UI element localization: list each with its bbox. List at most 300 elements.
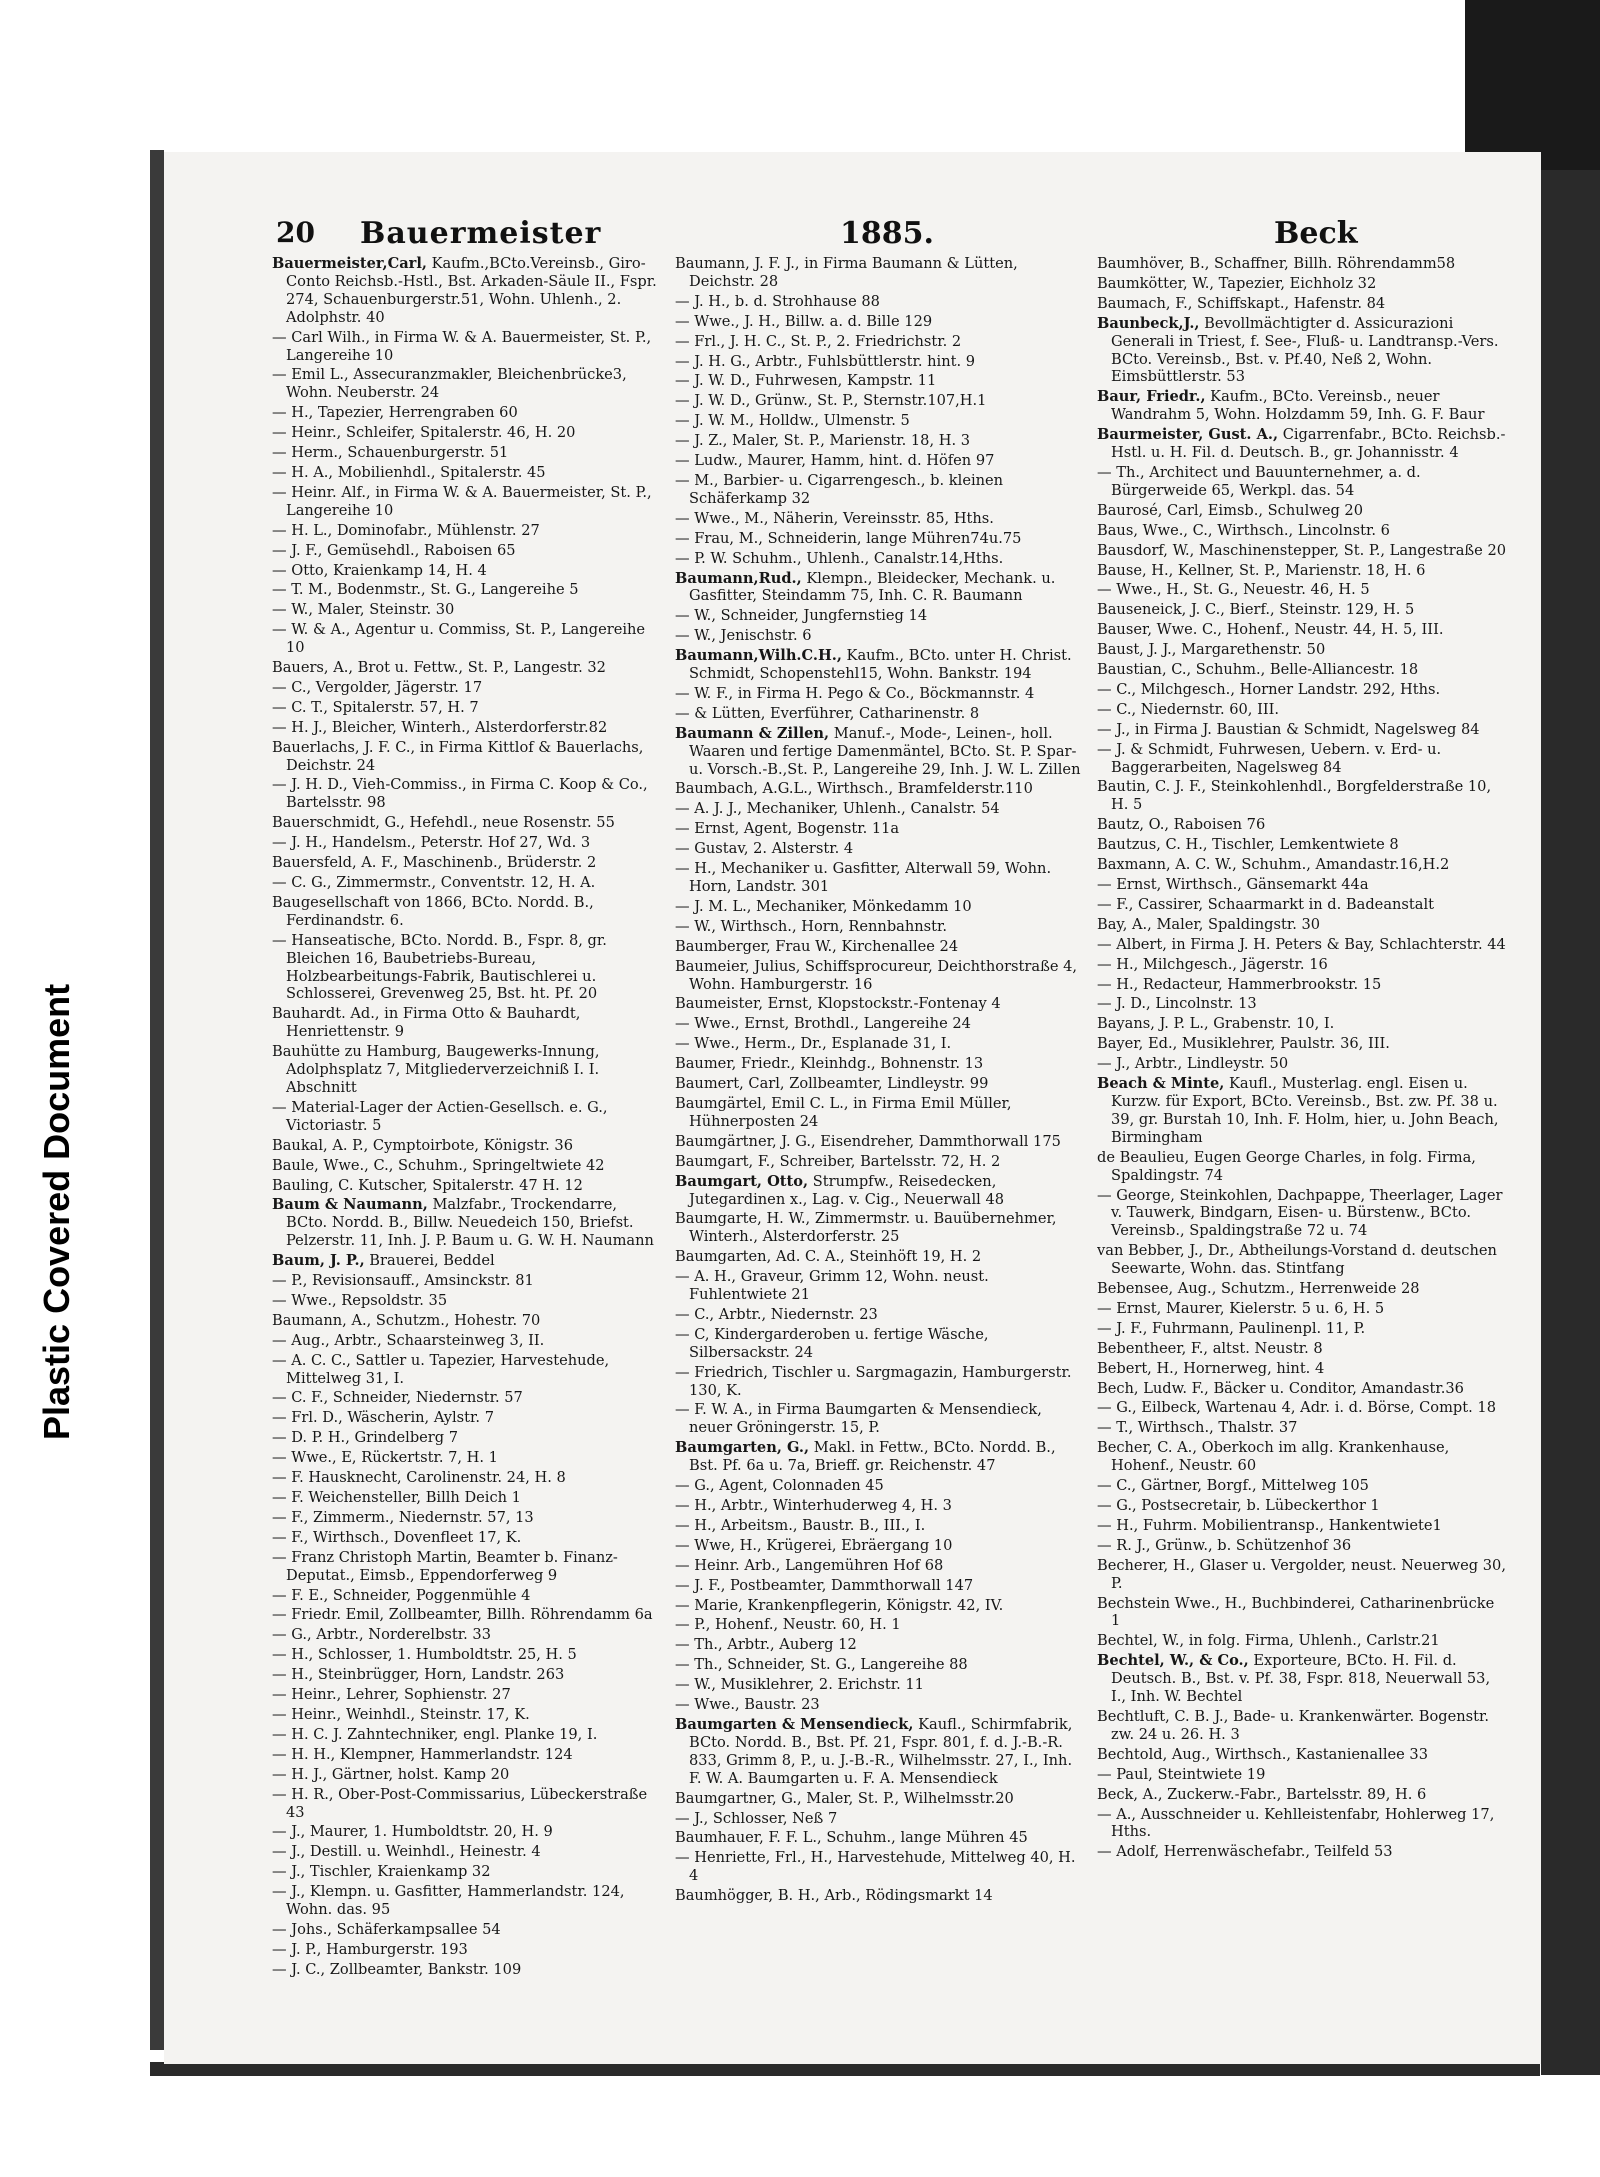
entry-text: Becherer, H., Glaser u. Vergolder, neust. Neuerweg 30, P. (1097, 1556, 1506, 1592)
directory-entry (1097, 1652, 1507, 1706)
entry-text: — H., Fuhrm. Mobilientransp., Hankentwiete1 (1097, 1516, 1442, 1534)
column-1 (272, 255, 662, 2050)
directory-entry (675, 1095, 1083, 1131)
directory-entry (1097, 1280, 1507, 1298)
entry-text: Makl. in Fettw., BCto. Nordd. B., Bst. Pf. 6a u. 7a, Brieff. gr. Reichenstr. 47 (689, 1439, 1056, 1475)
directory-entry (272, 1409, 662, 1427)
entry-text: Strumpfw., Reisedecken, Jutegardinen x., Lag. v. Cig., Neuerwall 48 (689, 1172, 1005, 1208)
entry-text: — F. W. A., in Firma Baumgarten & Mensendieck, neuer Gröningerstr. 15, P. (675, 1401, 1042, 1437)
directory-entry (1097, 1035, 1507, 1053)
directory-entry (272, 1823, 662, 1841)
directory-entry (272, 1863, 662, 1881)
directory-entry (675, 1401, 1083, 1437)
directory-entry (675, 1829, 1083, 1847)
entry-text: — H., Arbeitsm., Baustr. B., III., I. (675, 1516, 926, 1534)
entry-text: — T., Wirthsch., Thalstr. 37 (1097, 1419, 1298, 1437)
directory-entry (1097, 1149, 1507, 1185)
entry-text: — W. F., in Firma H. Pego & Co., Böckmannstr. 4 (675, 684, 1035, 702)
entry-text: — Wwe., M., Näherin, Vereinsstr. 85, Hths. (675, 509, 994, 527)
directory-entry (1097, 426, 1507, 462)
directory-entry (272, 1961, 662, 1979)
directory-entry (675, 1439, 1083, 1475)
entry-text: Baus, Wwe., C., Wirthsch., Lincolnstr. 6 (1097, 521, 1390, 539)
directory-entry (675, 472, 1083, 508)
entry-text: — C. G., Zimmermstr., Conventstr. 12, H. A. (272, 874, 596, 891)
entry-text: — Th., Architect und Bauunternehmer, a. d. Bürgerweide 65, Werkpl. das. 54 (1097, 463, 1421, 499)
directory-entry (1097, 621, 1507, 639)
entry-text: Bebert, H., Hornerweg, hint. 4 (1097, 1359, 1325, 1377)
directory-entry (1097, 816, 1507, 834)
directory-entry (1097, 1708, 1507, 1744)
entry-text: — H. L., Dominofabr., Mühlenstr. 27 (272, 521, 540, 539)
entry-bold-name: Baurmeister, Gust. A., (1097, 426, 1279, 444)
directory-entry (1097, 956, 1507, 974)
entry-text: — F. Weichensteller, Billh Deich 1 (272, 1489, 521, 1506)
entry-text: Baumgärtner, J. G., Eisendreher, Dammthorwall 175 (675, 1132, 1061, 1150)
directory-entry (675, 995, 1083, 1013)
entry-text: Bechtel, W., in folg. Firma, Uhlenh., Carlstr.21 (1097, 1632, 1440, 1650)
entry-text: Baumann, J. F. J., in Firma Baumann & Lütten, Deichstr. 28 (675, 255, 1018, 290)
entry-text: Bechtold, Aug., Wirthsch., Kastanienallee 33 (1097, 1745, 1428, 1763)
directory-entry (1097, 976, 1507, 994)
directory-entry (272, 1529, 662, 1547)
directory-entry (272, 1252, 662, 1270)
entry-text: Bevollmächtigter d. Assicurazioni Generali in Triest, f. See-, Fluß- u. Landtransp.-Vers. BCto. Vereinsb., Bst. v. Pf.40, Neß 2, Wohn. Eimsbüttlerstr. 53 (1111, 314, 1499, 386)
directory-entry (675, 1656, 1083, 1674)
directory-entry (675, 570, 1083, 606)
entry-text: — J. F., Gemüsehdl., Raboisen 65 (272, 541, 516, 559)
entry-text: — Wwe., H., St. G., Neuestr. 46, H. 5 (1097, 581, 1370, 599)
directory-entry (1097, 916, 1507, 934)
directory-entry (272, 1626, 662, 1644)
directory-entry (272, 834, 662, 852)
directory-entry (272, 854, 662, 872)
directory-entry (1097, 581, 1507, 599)
directory-entry (675, 1716, 1083, 1788)
directory-entry (675, 1306, 1083, 1324)
directory-entry (675, 452, 1083, 470)
directory-entry (1097, 1632, 1507, 1650)
entry-text: — W., Wirthsch., Horn, Rennbahnstr. (675, 917, 948, 935)
entry-text: — Franz Christoph Martin, Beamter b. Finanz-Deputat., Eimsb., Eppendorferweg 9 (272, 1548, 618, 1584)
entry-text: — Gustav, 2. Alsterstr. 4 (675, 840, 854, 858)
entry-text: — H. A., Mobilienhdl., Spitalerstr. 45 (272, 463, 546, 481)
directory-entry (272, 1549, 662, 1585)
entry-text: — C., Arbtr., Niedernstr. 23 (675, 1305, 878, 1323)
directory-entry (1097, 601, 1507, 619)
directory-entry (272, 874, 662, 892)
directory-entry (675, 1537, 1083, 1555)
directory-entry (675, 530, 1083, 548)
directory-entry (1097, 1786, 1507, 1804)
directory-entry (272, 542, 662, 560)
entry-text: Bechstein Wwe., H., Buchbinderei, Catharinenbrücke 1 (1097, 1594, 1495, 1630)
entry-text: — Friedrich, Tischler u. Sargmagazin, Hamburgerstr. 130, K. (675, 1363, 1072, 1399)
directory-entry (272, 484, 662, 520)
entry-text: — H., Redacteur, Hammerbrookstr. 15 (1097, 975, 1382, 993)
directory-entry (272, 1312, 662, 1330)
entry-text: Baumeier, Julius, Schiffsprocureur, Deichthorstraße 4, Wohn. Hamburgerstr. 16 (675, 957, 1078, 993)
entry-bold-name: Bauermeister,Carl, (272, 255, 427, 272)
entry-text: — Friedr. Emil, Zollbeamter, Billh. Röhrendamm 6a (272, 1606, 653, 1624)
entry-text: — W., Jenischstr. 6 (675, 627, 812, 645)
entry-text: — & Lütten, Everführer, Catharinenstr. 8 (675, 704, 980, 722)
directory-entry (1097, 1300, 1507, 1318)
directory-entry (272, 1746, 662, 1764)
entry-bold-name: Baumann,Wilh.C.H., (675, 647, 842, 665)
directory-entry (1097, 1557, 1507, 1593)
directory-entry (272, 1177, 662, 1195)
directory-entry (1097, 295, 1507, 313)
directory-entry (675, 1517, 1083, 1535)
entry-text: — T. M., Bodenmstr., St. G., Langereihe 5 (272, 581, 579, 599)
directory-entry (1097, 1055, 1507, 1073)
entry-text: — Frl. D., Wäscherin, Aylstr. 7 (272, 1409, 494, 1427)
directory-entry (1097, 896, 1507, 914)
directory-entry (675, 918, 1083, 936)
entry-text: Bauers, A., Brot u. Fettw., St. P., Langestr. 32 (272, 659, 606, 677)
directory-entry (675, 1075, 1083, 1093)
entry-text: — J., Destill. u. Weinhdl., Heinestr. 4 (272, 1843, 541, 1861)
entry-text: — H., Steinbrügger, Horn, Landstr. 263 (272, 1666, 565, 1684)
page-header (270, 216, 1515, 256)
entry-text: — J., Tischler, Kraienkamp 32 (272, 1863, 491, 1881)
year-heading: 1885. (840, 216, 934, 251)
directory-entry (675, 353, 1083, 371)
directory-entry (272, 255, 662, 327)
entry-text: — C., Milchgesch., Horner Landstr. 292, Hths. (1097, 680, 1441, 698)
entry-text: Bauser, Wwe. C., Hohenf., Neustr. 44, H. 5, III. (1097, 621, 1444, 639)
directory-entry (675, 1477, 1083, 1495)
directory-entry (675, 725, 1083, 779)
directory-entry (272, 601, 662, 619)
directory-entry (1097, 856, 1507, 874)
directory-entry (675, 1810, 1083, 1828)
left-running-head: Bauermeister (360, 216, 602, 251)
directory-entry (272, 1157, 662, 1175)
directory-entry (272, 1509, 662, 1527)
entry-text: — Ernst, Agent, Bogenstr. 11a (675, 820, 900, 838)
entry-text: — Heinr., Schleifer, Spitalerstr. 46, H. 20 (272, 424, 576, 442)
directory-entry (675, 392, 1083, 410)
directory-entry (675, 627, 1083, 645)
entry-text: — H. R., Ober-Post-Commissarius, Lübeckerstraße 43 (272, 1785, 648, 1821)
directory-entry (1097, 1380, 1507, 1398)
entry-text: — G., Eilbeck, Wartenau 4, Adr. i. d. Börse, Compt. 18 (1097, 1399, 1496, 1417)
directory-entry (1097, 1746, 1507, 1764)
directory-entry (675, 1035, 1083, 1053)
directory-entry (1097, 641, 1507, 659)
directory-entry (272, 814, 662, 832)
entry-text: — Wwe, H., Krügerei, Ebräergang 10 (675, 1536, 953, 1554)
entry-text: — C, Kindergarderoben u. fertige Wäsche, Silbersackstr. 24 (675, 1325, 989, 1361)
entry-text: — Wwe., Repsoldstr. 35 (272, 1291, 448, 1309)
entry-text: — Albert, in Firma J. H. Peters & Bay, Schlachterstr. 44 (1097, 935, 1506, 953)
directory-entry (675, 705, 1083, 723)
entry-text: Bebentheer, F., altst. Neustr. 8 (1097, 1339, 1323, 1357)
directory-entry (675, 820, 1083, 838)
directory-entry (272, 621, 662, 657)
entry-text: Bauhütte zu Hamburg, Baugewerks-Innung, Adolphsplatz 7, Mitgliederverzeichniß I. I. Abschnitt (272, 1043, 600, 1096)
directory-entry (675, 1597, 1083, 1615)
directory-entry (1097, 1517, 1507, 1535)
entry-text: Baumberger, Frau W., Kirchenallee 24 (675, 937, 959, 955)
entry-text: Brauerei, Beddel (369, 1252, 495, 1270)
directory-entry (675, 647, 1083, 683)
directory-entry (1097, 1242, 1507, 1278)
side-label: Plastic Covered Document (36, 983, 77, 1440)
entry-text: Baule, Wwe., C., Schuhm., Springeltwiete 42 (272, 1156, 605, 1174)
entry-text: — P., Revisionsauff., Amsinckstr. 81 (272, 1272, 534, 1290)
directory-entry (1097, 1419, 1507, 1437)
entry-text: — H. C. J. Zahntechniker, engl. Planke 19, I. (272, 1725, 598, 1743)
directory-entry (1097, 701, 1507, 719)
directory-entry (272, 1137, 662, 1155)
entry-text: Baumhöver, B., Schaffner, Billh. Röhrendamm58 (1097, 255, 1456, 272)
directory-entry (272, 1786, 662, 1822)
entry-text: — Aug., Arbtr., Schaarsteinweg 3, II. (272, 1331, 545, 1349)
directory-entry (272, 776, 662, 812)
directory-entry (675, 780, 1083, 798)
entry-text: — Ludw., Maurer, Hamm, hint. d. Höfen 97 (675, 452, 995, 470)
entry-text: — A., Ausschneider u. Kehlleistenfabr, Hohlerweg 17, Hths. (1097, 1805, 1495, 1841)
directory-entry (272, 659, 662, 677)
directory-entry (675, 1676, 1083, 1694)
entry-text: Baumgartner, G., Maler, St. P., Wilhelmsstr.20 (675, 1789, 1014, 1807)
directory-entry (675, 1497, 1083, 1515)
entry-bold-name: Beach & Minte, (1097, 1075, 1225, 1093)
entry-text: — J., Schlosser, Neß 7 (675, 1809, 838, 1827)
directory-entry (272, 1043, 662, 1097)
directory-entry (675, 293, 1083, 311)
directory-entry (675, 333, 1083, 351)
entry-text: — H. J., Gärtner, holst. Kamp 20 (272, 1765, 510, 1783)
directory-entry (675, 1616, 1083, 1634)
entry-text: — A. H., Graveur, Grimm 12, Wohn. neust. Fuhlentwiete 21 (675, 1268, 989, 1304)
entry-text: Bauling, C. Kutscher, Spitalerstr. 47 H. 12 (272, 1176, 583, 1194)
entry-text: Klempn., Bleidecker, Mechank. u. Gasfitter, Steindamm 75, Inh. C. R. Baumann (689, 569, 1056, 605)
directory-entry (675, 1364, 1083, 1400)
directory-entry (272, 679, 662, 697)
directory-entry (675, 1849, 1083, 1885)
directory-entry (675, 1173, 1083, 1209)
directory-entry (675, 1153, 1083, 1171)
entry-text: Bauerlachs, J. F. C., in Firma Kittlof & Bauerlachs, Deichstr. 24 (272, 738, 644, 774)
entry-text: — J. C., Zollbeamter, Bankstr. 109 (272, 1960, 522, 1978)
directory-entry (272, 366, 662, 402)
directory-entry (1097, 255, 1507, 273)
entry-text: — F., Zimmerm., Niedernstr. 57, 13 (272, 1508, 534, 1526)
entry-text: — H., Mechaniker u. Gasfitter, Alterwall 59, Wohn. Horn, Landstr. 301 (675, 860, 1052, 895)
entry-text: — Heinr. Alf., in Firma W. & A. Bauermeister, St. P., Langereihe 10 (272, 483, 652, 519)
entry-text: — Adolf, Herrenwäschefabr., Teilfeld 53 (1097, 1843, 1393, 1861)
directory-entry (272, 1196, 662, 1250)
entry-text: — H., Milchgesch., Jägerstr. 16 (1097, 955, 1328, 973)
entry-text: — Wwe., Ernst, Brothdl., Langereihe 24 (675, 1015, 971, 1033)
directory-entry (675, 938, 1083, 956)
entry-text: — Henriette, Frl., H., Harvestehude, Mittelweg 40, H. 4 (675, 1849, 1076, 1885)
directory-entry (1097, 778, 1507, 814)
directory-entry (272, 1292, 662, 1310)
directory-entry (675, 1887, 1083, 1905)
entry-text: — J. P., Hamburgerstr. 193 (272, 1940, 468, 1958)
directory-entry (1097, 502, 1507, 520)
entry-text: Bauseneick, J. C., Bierf., Steinstr. 129, H. 5 (1097, 601, 1415, 619)
entry-text: — F., Wirthsch., Dovenfleet 17, K. (272, 1528, 522, 1546)
entry-text: Exporteure, BCto. H. Fil. d. Deutsch. B., Bst. v. Pf. 38, Fspr. 818, Neuerwall 53, I., Inh. W. Bechtel (1111, 1652, 1491, 1706)
entry-text: Bech, Ludw. F., Bäcker u. Conditor, Amandastr.36 (1097, 1379, 1464, 1397)
directory-entry (272, 1921, 662, 1939)
entry-text: — G., Arbtr., Norderelbstr. 33 (272, 1626, 492, 1644)
entry-text: Kaufm., BCto. Vereinsb., neuer Wandrahm 5, Wohn. Holzdamm 59, Inh. G. F. Baur (1111, 388, 1485, 424)
entry-text: — J., in Firma J. Baustian & Schmidt, Nagelsweg 84 (1097, 720, 1480, 738)
entry-text: Baumkötter, W., Tapezier, Eichholz 32 (1097, 274, 1377, 292)
directory-entry (675, 1210, 1083, 1246)
directory-entry (272, 581, 662, 599)
directory-entry (272, 329, 662, 365)
directory-entry (272, 1332, 662, 1350)
entry-text: — J. H., Handelsm., Peterstr. Hof 27, Wd. 3 (272, 834, 591, 852)
entry-text: — A. C. C., Sattler u. Tapezier, Harvestehude, Mittelweg 31, I. (272, 1351, 610, 1387)
entry-text: — Wwe., J. H., Billw. a. d. Bille 129 (675, 312, 933, 330)
directory-entry (675, 255, 1083, 291)
entry-text: Baxmann, A. C. W., Schuhm., Amandastr.16,H.2 (1097, 856, 1450, 874)
directory-entry (1097, 721, 1507, 739)
directory-entry (1097, 936, 1507, 954)
entry-text: Beck, A., Zuckerw.-Fabr., Bartelsstr. 89, H. 6 (1097, 1785, 1427, 1803)
directory-entry (1097, 1843, 1507, 1861)
entry-text: — Wwe., E, Rückertstr. 7, H. 1 (272, 1449, 498, 1467)
directory-entry (1097, 1477, 1507, 1495)
entry-text: — C., Vergolder, Jägerstr. 17 (272, 678, 483, 696)
entry-text: Bechtluft, C. B. J., Bade- u. Krankenwärter. Bogenstr. zw. 24 u. 26. H. 3 (1097, 1707, 1490, 1743)
entry-text: Bautin, C. J. F., Steinkohlenhdl., Borgfelderstraße 10, H. 5 (1097, 778, 1492, 814)
directory-entry (1097, 1320, 1507, 1338)
entry-text: Becher, C. A., Oberkoch im allg. Krankenhause, Hohenf., Neustr. 60 (1097, 1439, 1450, 1475)
directory-entry (675, 1248, 1083, 1266)
entry-text: Baumgarten, Ad. C. A., Steinhöft 19, H. 2 (675, 1248, 982, 1266)
left-shadow (150, 150, 164, 2050)
entry-text: Baukal, A. P., Cymptoirbote, Königstr. 36 (272, 1136, 573, 1154)
entry-text: Baust, J. J., Margarethenstr. 50 (1097, 641, 1326, 659)
directory-entry (675, 1015, 1083, 1033)
directory-entry (1097, 995, 1507, 1013)
entry-text: — Marie, Krankenpflegerin, Königstr. 42, IV. (675, 1596, 1004, 1614)
directory-entry (1097, 562, 1507, 580)
directory-entry (272, 1389, 662, 1407)
directory-entry (272, 1352, 662, 1388)
entry-text: — J. F., Fuhrmann, Paulinenpl. 11, P. (1097, 1319, 1366, 1337)
entry-bold-name: Baur, Friedr., (1097, 388, 1206, 406)
entry-text: — F., Cassirer, Schaarmarkt in d. Badeanstalt (1097, 895, 1435, 913)
entry-text: van Bebber, J., Dr., Abtheilungs-Vorstand d. deutschen Seewarte, Wohn. das. Stintfang (1097, 1242, 1497, 1278)
entry-text: Bauerschmidt, G., Hefehdl., neue Rosenstr. 55 (272, 814, 615, 832)
entry-text: Baumert, Carl, Zollbeamter, Lindleystr. 99 (675, 1075, 989, 1093)
directory-entry (272, 1099, 662, 1135)
entry-text: — Th., Arbtr., Auberg 12 (675, 1636, 857, 1654)
directory-entry (272, 562, 662, 580)
directory-entry (272, 1686, 662, 1704)
entry-text: Baurosé, Carl, Eimsb., Schulweg 20 (1097, 501, 1364, 519)
entry-text: — Paul, Steintwiete 19 (1097, 1765, 1266, 1783)
directory-entry (675, 1055, 1083, 1073)
entry-bold-name: Baum, J. P., (272, 1252, 365, 1270)
directory-entry (1097, 1537, 1507, 1555)
entry-text: — J. W. M., Holldw., Ulmenstr. 5 (675, 412, 910, 430)
column-2 (675, 255, 1083, 2050)
right-shadow (1541, 170, 1600, 2075)
entry-text: — W. & A., Agentur u. Commiss, St. P., Langereihe 10 (272, 621, 646, 657)
directory-entry (272, 739, 662, 775)
directory-entry (675, 958, 1083, 994)
entry-text: — P., Hohenf., Neustr. 60, H. 1 (675, 1616, 901, 1634)
entry-bold-name: Bechtel, W., & Co., (1097, 1652, 1249, 1670)
entry-text: Bay, A., Maler, Spaldingstr. 30 (1097, 915, 1321, 933)
entry-text: — M., Barbier- u. Cigarrengesch., b. kleinen Schäferkamp 32 (675, 471, 1004, 507)
entry-text: Baumann, A., Schutzm., Hohestr. 70 (272, 1311, 541, 1329)
directory-entry (675, 313, 1083, 331)
entry-text: — Hanseatische, BCto. Nordd. B., Fspr. 8, gr. Bleichen 16, Baubetriebs-Bureau, Holzbearbeitungs-Fabrik, Bautischlerei u. Schlosserei, Grevenweg 25, Bst. ht. Pf. 20 (272, 931, 607, 1003)
directory-entry (675, 1326, 1083, 1362)
directory-entry (675, 372, 1083, 390)
entry-text: Bautz, O., Raboisen 76 (1097, 816, 1266, 834)
directory-entry (675, 1790, 1083, 1808)
directory-entry (675, 1577, 1083, 1595)
entry-text: de Beaulieu, Eugen George Charles, in folg. Firma, Spaldingstr. 74 (1097, 1148, 1476, 1184)
entry-bold-name: Baunbeck,J., (1097, 314, 1200, 332)
directory-entry (675, 432, 1083, 450)
directory-entry (1097, 1340, 1507, 1358)
entry-text: Baumgart, F., Schreiber, Bartelsstr. 72, H. 2 (675, 1152, 1001, 1170)
directory-entry (1097, 275, 1507, 293)
directory-entry (675, 1557, 1083, 1575)
entry-text: Bause, H., Kellner, St. P., Marienstr. 18, H. 6 (1097, 561, 1426, 579)
directory-entry (675, 1696, 1083, 1714)
directory-entry (272, 1883, 662, 1919)
entry-text: Baumhauer, F. F. L., Schuhm., lange Mühren 45 (675, 1829, 1028, 1847)
entry-text: — Material-Lager der Actien-Gesellsch. e. G., Victoriastr. 5 (272, 1098, 608, 1134)
entry-text: Bebensee, Aug., Schutzm., Herrenweide 28 (1097, 1280, 1420, 1298)
entry-text: — Heinr. Arb., Langemühren Hof 68 (675, 1556, 944, 1574)
directory-entry (272, 1272, 662, 1290)
directory-entry (1097, 1595, 1507, 1631)
entry-text: Baumer, Friedr., Kleinhdg., Bohnenstr. 13 (675, 1055, 984, 1073)
entry-text: — J. W. D., Grünw., St. P., Sternstr.107,H.1 (675, 392, 987, 410)
directory-entry (1097, 836, 1507, 854)
entry-text: Baumgarte, H. W., Zimmermstr. u. Bauübernehmer, Winterh., Alsterdorferstr. 25 (675, 1210, 1057, 1246)
entry-text: — C., Niedernstr. 60, III. (1097, 700, 1280, 718)
entry-text: — H., Tapezier, Herrengraben 60 (272, 404, 518, 422)
entry-bold-name: Baumgarten, G., (675, 1439, 810, 1457)
entry-text: Malzfabr., Trockendarre, BCto. Nordd. B., Billw. Neuedeich 150, Briefst. Pelzerstr. 11, Inh. J. P. Baum u. G. W. H. Naumann (286, 1196, 654, 1250)
directory-entry (675, 898, 1083, 916)
directory-entry (272, 1429, 662, 1447)
directory-entry (1097, 661, 1507, 679)
entry-text: — J. H., b. d. Strohhause 88 (675, 292, 880, 310)
directory-entry (675, 412, 1083, 430)
entry-text: — C. T., Spitalerstr. 57, H. 7 (272, 698, 479, 716)
entry-text: Kaufm., BCto. unter H. Christ. Schmidt, Schopenstehl15, Wohn. Bankstr. 194 (689, 647, 1072, 683)
directory-entry (675, 510, 1083, 528)
entry-text: — F. E., Schneider, Poggenmühle 4 (272, 1586, 531, 1604)
entry-bold-name: Baum & Naumann, (272, 1196, 428, 1214)
directory-entry (272, 464, 662, 482)
entry-text: — H., Schlosser, 1. Humboldtstr. 25, H. 5 (272, 1646, 577, 1664)
directory-entry (1097, 1075, 1507, 1147)
entry-bold-name: Baumann,Rud., (675, 569, 802, 587)
entry-text: — H., Arbtr., Winterhuderweg 4, H. 3 (675, 1497, 952, 1514)
entry-text: Baumeister, Ernst, Klopstockstr.-Fontenay 4 (675, 995, 1001, 1013)
